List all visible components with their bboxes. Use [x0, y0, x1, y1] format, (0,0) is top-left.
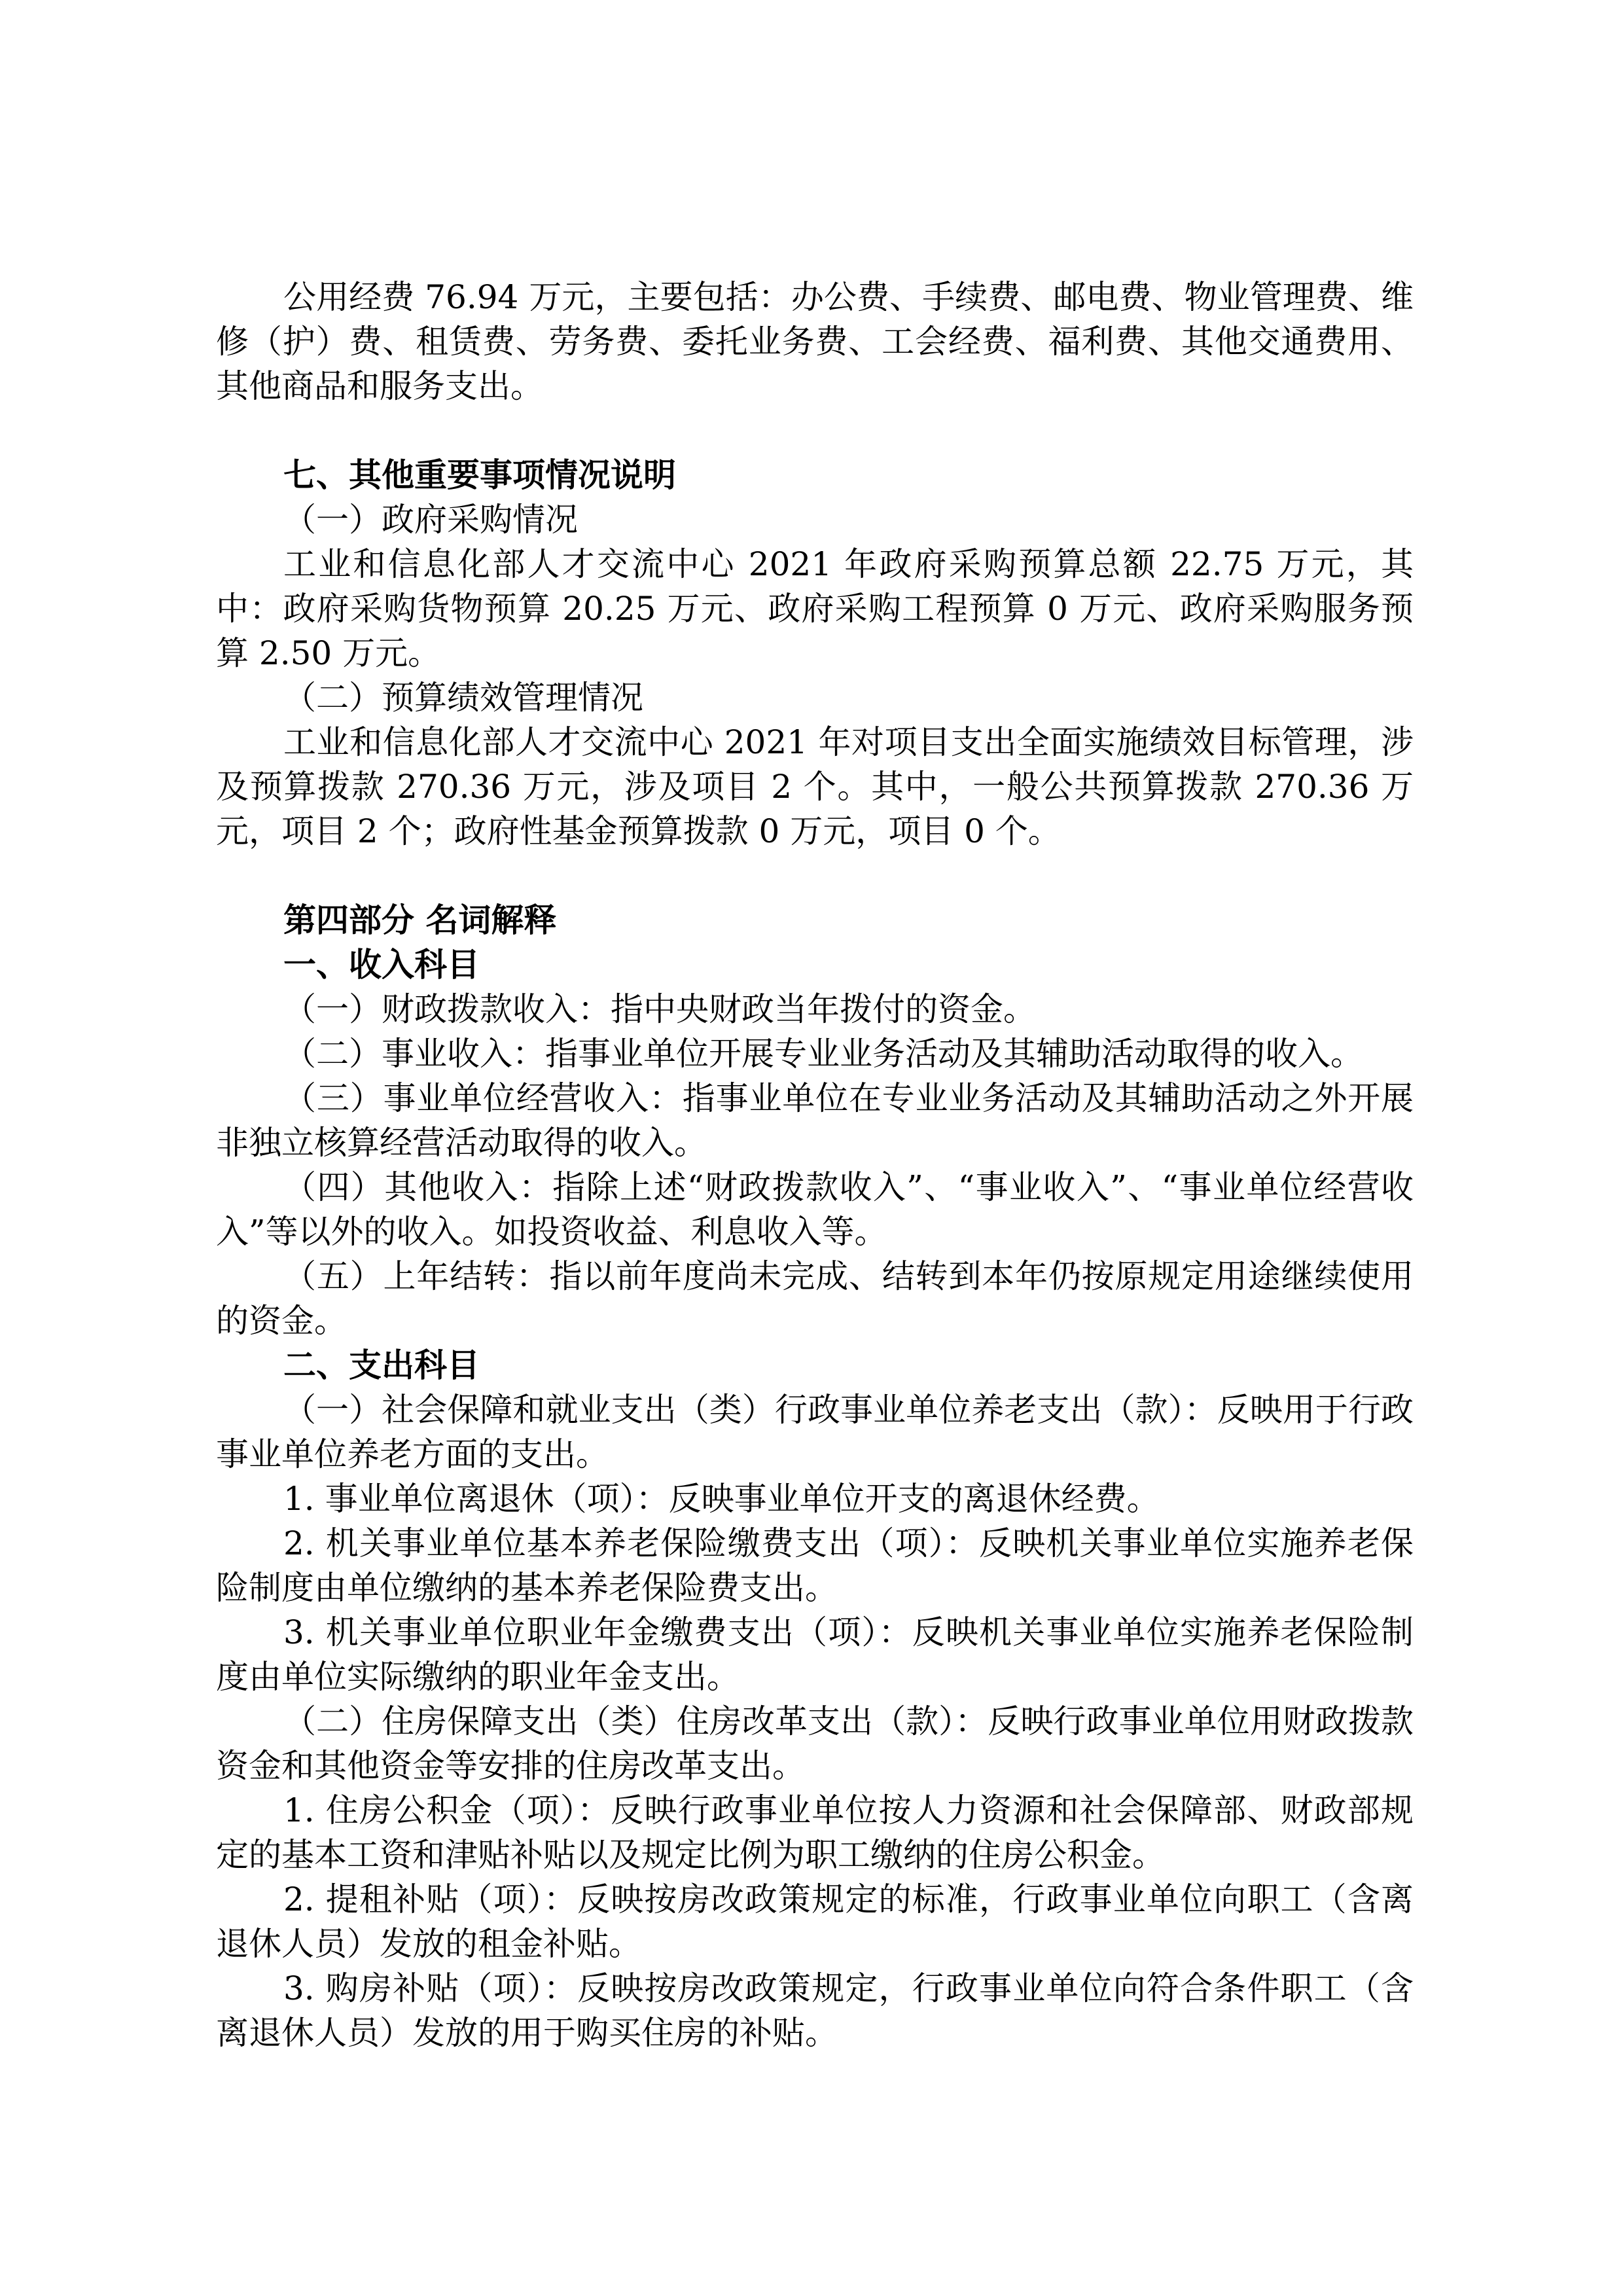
definition-item: （一）社会保障和就业支出（类）行政事业单位养老支出（款）：反映用于行政事业单位养老方面的支出。: [216, 1391, 1414, 1473]
paragraph-procurement: 工业和信息化部人才交流中心 2021 年政府采购预算总额 22.75 万元，其中：政府采购货物预算 20.25 万元、政府采购工程预算 0 万元、政府采购服务预算 2.50 万元。: [216, 545, 1414, 672]
definition-item: 3. 机关事业单位职业年金缴费支出（项）：反映机关事业单位实施养老保险制度由单位实际缴纳的职业年金支出。: [216, 1613, 1414, 1696]
heading-other-matters: 七、其他重要事项情况说明: [283, 456, 676, 494]
document-page: [216, 275, 1414, 2055]
spacer: [216, 408, 1414, 453]
heading-part-four: 第四部分 名词解释: [283, 901, 557, 939]
definition-item: 2. 机关事业单位基本养老保险缴费支出（项）：反映机关事业单位实施养老保险制度由单位缴纳的基本养老保险费支出。: [216, 1524, 1414, 1607]
definition-item: （三）事业单位经营收入：指事业单位在专业业务活动及其辅助活动之外开展非独立核算经营活动取得的收入。: [216, 1079, 1414, 1162]
definition-item: （二）住房保障支出（类）住房改革支出（款）：反映行政事业单位用财政拨款资金和其他资金等安排的住房改革支出。: [216, 1702, 1414, 1785]
definition-item: （一）财政拨款收入：指中央财政当年拨付的资金。: [283, 990, 1036, 1028]
paragraph-performance: 工业和信息化部人才交流中心 2021 年对项目支出全面实施绩效目标管理，涉及预算拨款 270.36 万元，涉及项目 2 个。其中，一般公共预算拨款 270.36 万元，项目 2 个；政府性基金预算拨款 0 万元，项目 0 个。: [216, 723, 1414, 850]
definition-item: （五）上年结转：指以前年度尚未完成、结转到本年仍按原规定用途继续使用的资金。: [216, 1257, 1414, 1340]
heading-expense-items: 二、支出科目: [283, 1346, 480, 1384]
definition-item: 2. 提租补贴（项）：反映按房改政策规定的标准，行政事业单位向职工（含离退休人员）发放的租金补贴。: [216, 1880, 1414, 1963]
subheading-performance: （二）预算绩效管理情况: [283, 679, 643, 717]
definition-item: 1. 住房公积金（项）：反映行政事业单位按人力资源和社会保障部、财政部规定的基本工资和津贴补贴以及规定比例为职工缴纳的住房公积金。: [216, 1791, 1414, 1874]
heading-income-items: 一、收入科目: [283, 945, 480, 984]
definition-item: （四）其他收入：指除上述“财政拨款收入”、“事业收入”、“事业单位经营收入”等以外的收入。如投资收益、利息收入等。: [216, 1168, 1414, 1251]
paragraph-public-expenses: 公用经费 76.94 万元，主要包括：办公费、手续费、邮电费、物业管理费、维修（护）费、租赁费、劳务费、委托业务费、工会经费、福利费、其他交通费用、其他商品和服务支出。: [216, 278, 1414, 405]
definition-item: （二）事业收入：指事业单位开展专业业务活动及其辅助活动取得的收入。: [283, 1035, 1363, 1073]
definition-item: 1. 事业单位离退休（项）：反映事业单位开支的离退休经费。: [283, 1480, 1160, 1518]
definition-item: 3. 购房补贴（项）：反映按房改政策规定，行政事业单位向符合条件职工（含离退休人员）发放的用于购买住房的补贴。: [216, 1969, 1414, 2052]
subheading-procurement: （一）政府采购情况: [283, 501, 578, 539]
spacer: [216, 853, 1414, 898]
